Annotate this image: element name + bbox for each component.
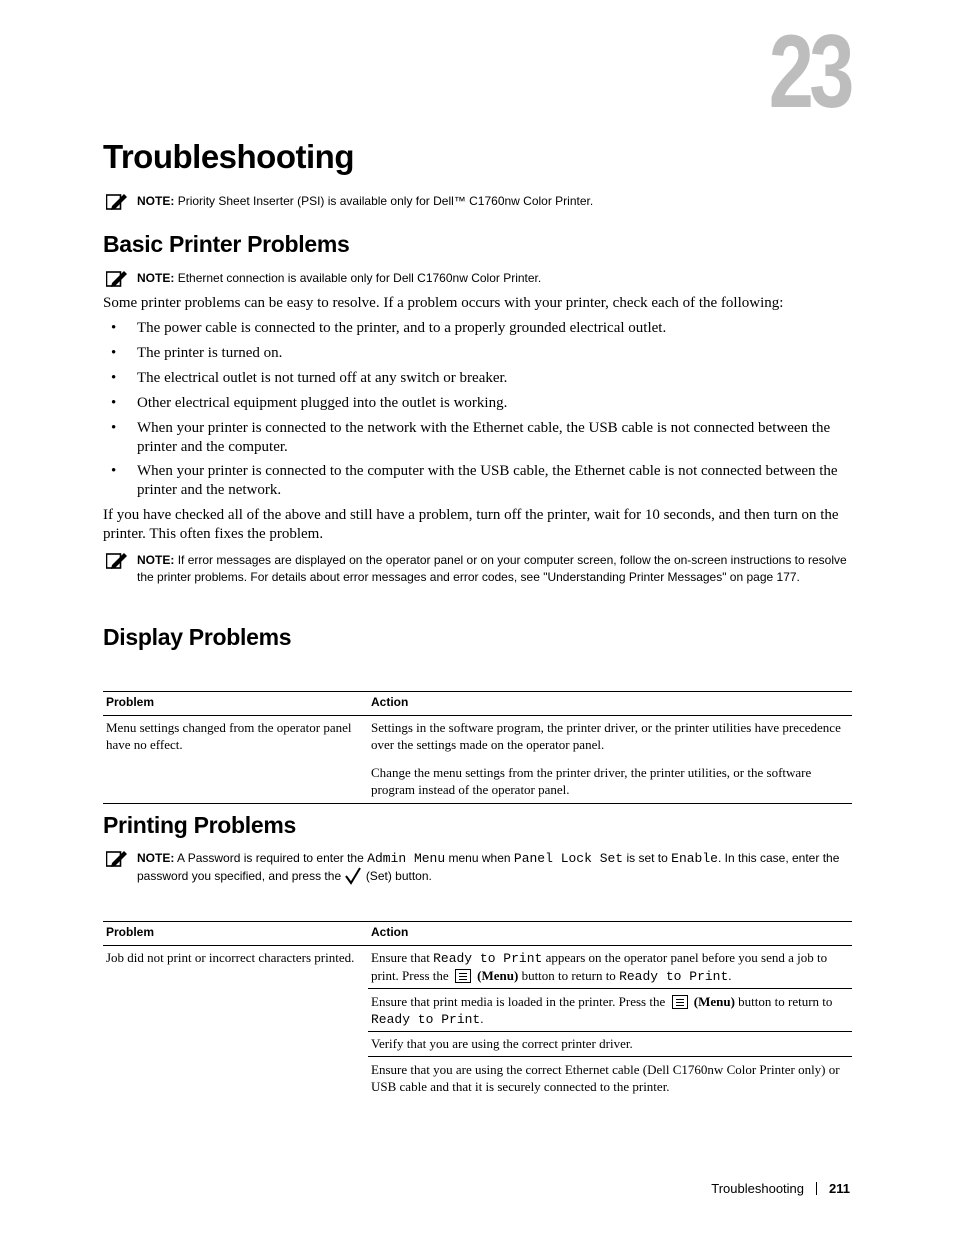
bullet-item: • The printer is turned on.: [111, 345, 283, 361]
bullet-item: • The electrical outlet is not turned off at any switch or breaker.: [111, 370, 508, 386]
code-admin-menu: Admin Menu: [367, 851, 446, 866]
code-ready-to-print: Ready to Print: [371, 1012, 481, 1027]
menu-icon: [455, 969, 471, 983]
note-text: (Set) button.: [365, 869, 432, 883]
column-header-action: Action: [368, 922, 852, 946]
bullet-item: • When your printer is connected to the computer with the USB cable, the Ethernet cable is not connected between the printer and the network.: [111, 463, 838, 498]
problem-cell: Job did not print or incorrect characters printed.: [106, 950, 355, 965]
column-header-problem: Problem: [103, 692, 368, 716]
action-text: Change the menu settings from the printer driver, the printer utilities, or the software program instead of the operator panel.: [371, 765, 812, 797]
note-text: is set to: [626, 851, 668, 865]
footer-divider: [816, 1182, 817, 1195]
pencil-note-icon: [106, 552, 128, 570]
note-label: NOTE:: [137, 553, 175, 567]
note-text: If error messages are displayed on the operator panel or on your computer screen, follow the on-screen instructions to resolve the printer problems. For details about error messages and error codes, see "Understanding Printer Messages" on page 177.: [137, 553, 847, 584]
note-text: Priority Sheet Inserter (PSI) is available only for Dell™ C1760nw Color Printer.: [177, 194, 594, 208]
pencil-note-icon: [106, 193, 128, 211]
note-text: . In this case, enter the password you specified, and press the: [137, 851, 840, 883]
display-problems-table: [103, 691, 852, 804]
note-text: menu when: [448, 851, 511, 865]
bullet-item: • When your printer is connected to the network with the Ethernet cable, the USB cable is not connected between the printer and the computer.: [111, 420, 831, 455]
note-label: NOTE:: [137, 194, 175, 208]
menu-icon: [672, 995, 688, 1009]
bullet-item: • Other electrical equipment plugged into the outlet is working.: [111, 395, 508, 411]
note-label: NOTE:: [137, 271, 175, 285]
column-header-problem: Problem: [103, 922, 368, 946]
action-text: Settings in the software program, the printer driver, or the printer utilities have precedence over the settings made on the operator panel.: [371, 720, 841, 752]
printing-problems-table: [103, 921, 852, 1100]
problem-cell: Menu settings changed from the operator panel have no effect.: [106, 720, 352, 752]
footer-section: Troubleshooting: [711, 1181, 805, 1196]
note-password: [103, 850, 853, 885]
checkmark-set-icon: [344, 867, 362, 885]
code-ready-to-print: Ready to Print: [433, 951, 543, 966]
chapter-number: 23: [769, 14, 850, 130]
action-text: Ensure that Ready to Print appears on the operator panel before you send a job to print. Press the (Menu) button to return to Ready to Print.: [371, 950, 828, 984]
page-number: 211: [829, 1181, 850, 1196]
action-text: Verify that you are using the correct printer driver.: [368, 1031, 852, 1056]
action-text: Ensure that print media is loaded in the printer. Press the (Menu) button to return to Ready to Print.: [368, 988, 852, 1031]
note-psi: [103, 193, 853, 210]
heading-printing-problems: Printing Problems: [103, 812, 296, 838]
code-panel-lock-set: Panel Lock Set: [513, 851, 624, 866]
bullet-item: • The power cable is connected to the printer, and to a properly grounded electrical outlet.: [111, 320, 667, 336]
action-text: Ensure that you are using the correct Ethernet cable (Dell C1760nw Color Printer only) or USB cable and that it is securely connected to the printer.: [368, 1056, 852, 1100]
heading-basic-printer-problems: Basic Printer Problems: [103, 231, 350, 257]
page-title: Troubleshooting: [103, 138, 354, 175]
note-ethernet: [103, 270, 853, 287]
table-row: [103, 946, 852, 1101]
outro-paragraph: If you have checked all of the above and still have a problem, turn off the printer, wait for 10 seconds, and then turn on the printer. This often fixes the problem.: [103, 507, 839, 542]
column-header-action: Action: [368, 692, 852, 716]
table-row: [103, 716, 852, 804]
heading-display-problems: Display Problems: [103, 624, 292, 650]
action-cell: [368, 716, 852, 804]
note-text: A Password is required to enter the: [177, 851, 364, 865]
page-footer: [711, 1181, 850, 1196]
intro-paragraph: Some printer problems can be easy to resolve. If a problem occurs with your printer, check each of the following:: [103, 295, 784, 311]
note-text: Ethernet connection is available only for Dell C1760nw Color Printer.: [177, 271, 542, 285]
note-label: NOTE:: [137, 851, 175, 865]
code-enable: Enable: [671, 851, 718, 866]
pencil-note-icon: [106, 270, 128, 288]
note-error-messages: [103, 552, 853, 586]
code-ready-to-print: Ready to Print: [619, 969, 729, 984]
action-cell: [368, 946, 852, 1101]
pencil-note-icon: [106, 850, 128, 868]
